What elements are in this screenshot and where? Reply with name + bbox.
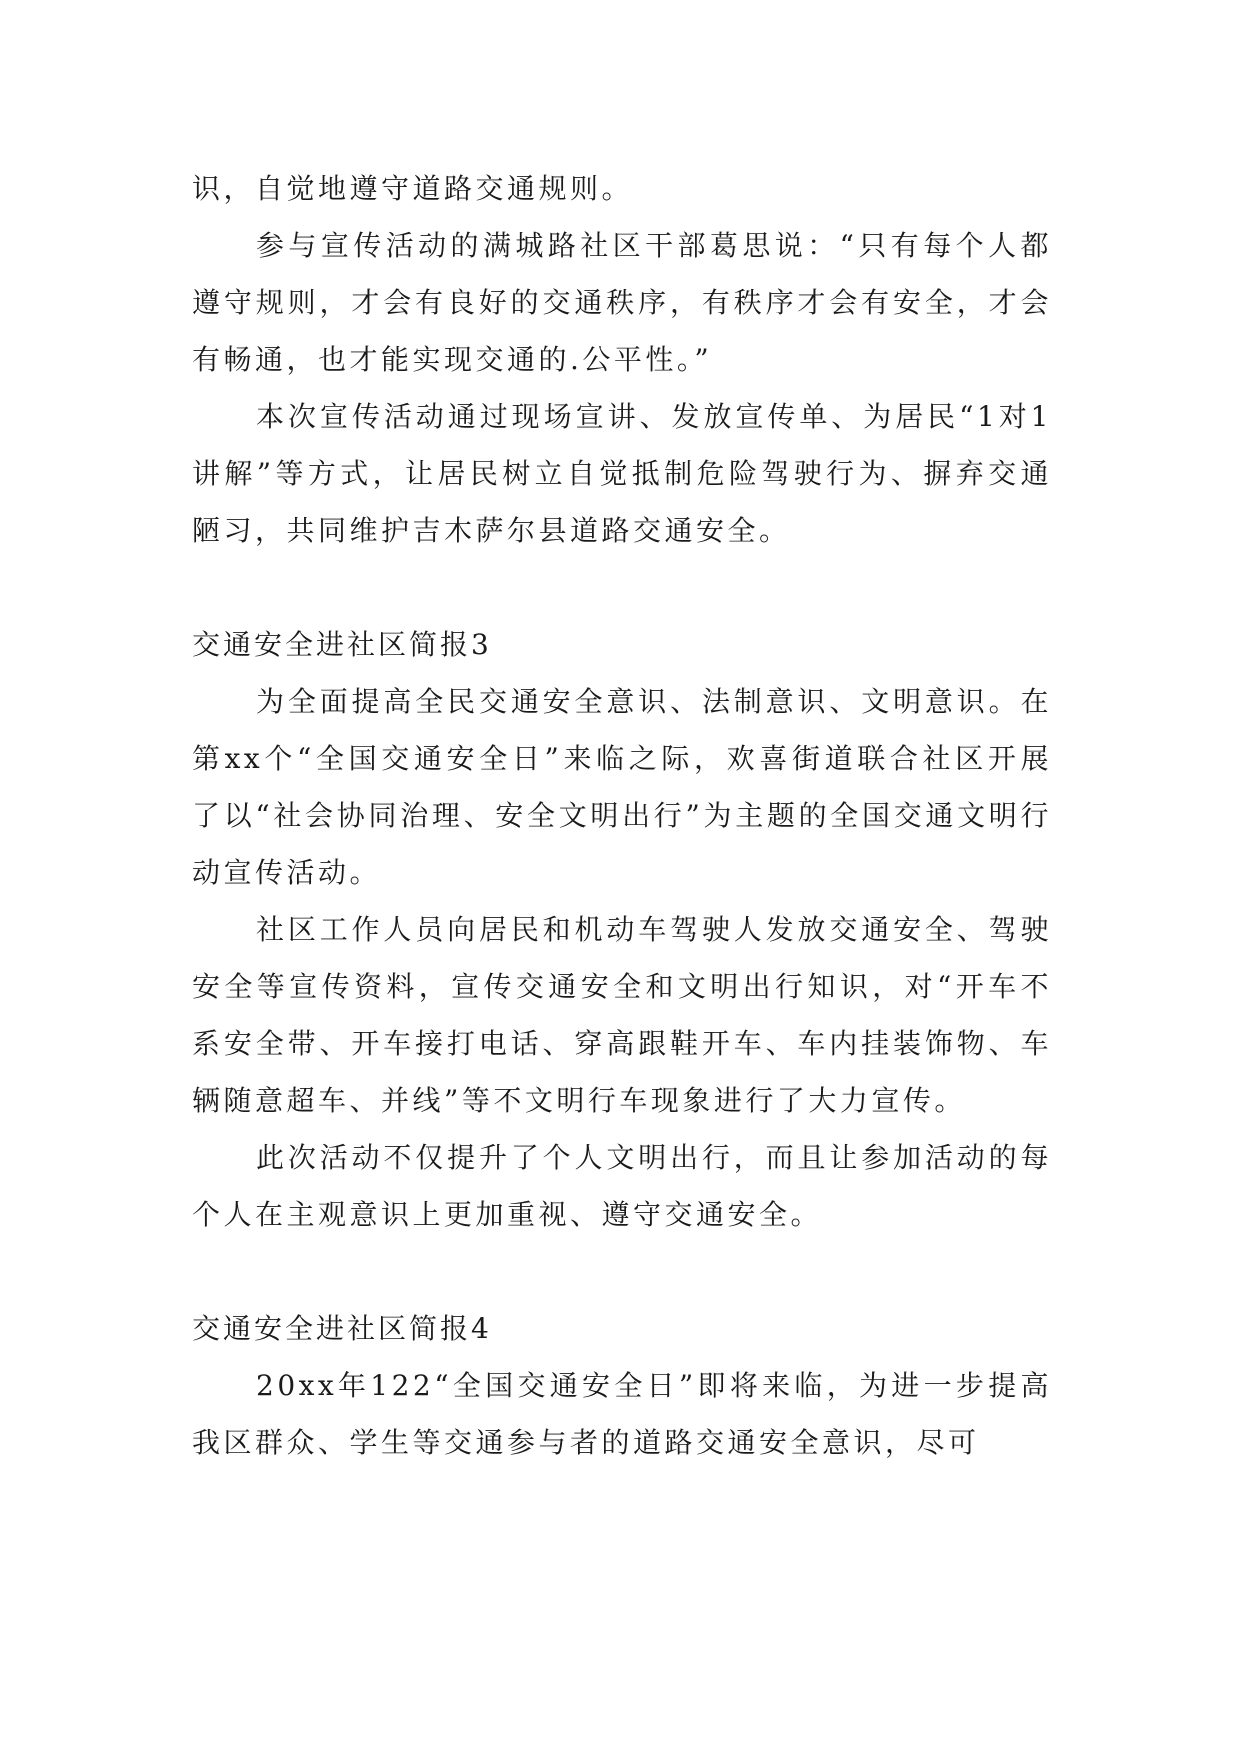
paragraph-intro-4: 20xx年122“全国交通安全日”即将来临，为进一步提高我区群众、学生等交通参与者的道路交通安全意识，尽可 <box>192 1369 1052 1459</box>
paragraph-quote-ge-si: 参与宣传活动的满城路社区干部葛思说：“只有每个人都遵守规则，才会有良好的交通秩序，有秩序才会有安全，才会有畅通，也才能实现交通的.公平性。” <box>192 229 1052 376</box>
paragraph-activity-summary: 本次宣传活动通过现场宣讲、发放宣传单、为居民“1对1讲解”等方式，让居民树立自觉抵制危险驾驶行为、摒弃交通陋习，共同维护吉木萨尔县道路交通安全。 <box>192 400 1052 547</box>
paragraph-materials-3: 社区工作人员向居民和机动车驾驶人发放交通安全、驾驶安全等宣传资料，宣传交通安全和文明出行知识，对“开车不系安全带、开车接打电话、穿高跟鞋开车、车内挂装饰物、车辆随意超车、并线”等不文明行车现象进行了大力宣传。 <box>192 913 1052 1117</box>
section-heading-3: 交通安全进社区简报3 <box>192 628 492 661</box>
document-page <box>192 160 1052 1471</box>
section-gap <box>192 559 1052 616</box>
section-heading-4: 交通安全进社区简报4 <box>192 1312 492 1345</box>
paragraph-continuation: 识，自觉地遵守道路交通规则。 <box>192 172 634 205</box>
section-gap <box>192 1243 1052 1300</box>
paragraph-conclusion-3: 此次活动不仅提升了个人文明出行，而且让参加活动的每个人在主观意识上更加重视、遵守交通安全。 <box>192 1141 1052 1231</box>
paragraph-intro-3: 为全面提高全民交通安全意识、法制意识、文明意识。在第xx个“全国交通安全日”来临之际，欢喜街道联合社区开展了以“社会协同治理、安全文明出行”为主题的全国交通文明行动宣传活动。 <box>192 685 1052 889</box>
